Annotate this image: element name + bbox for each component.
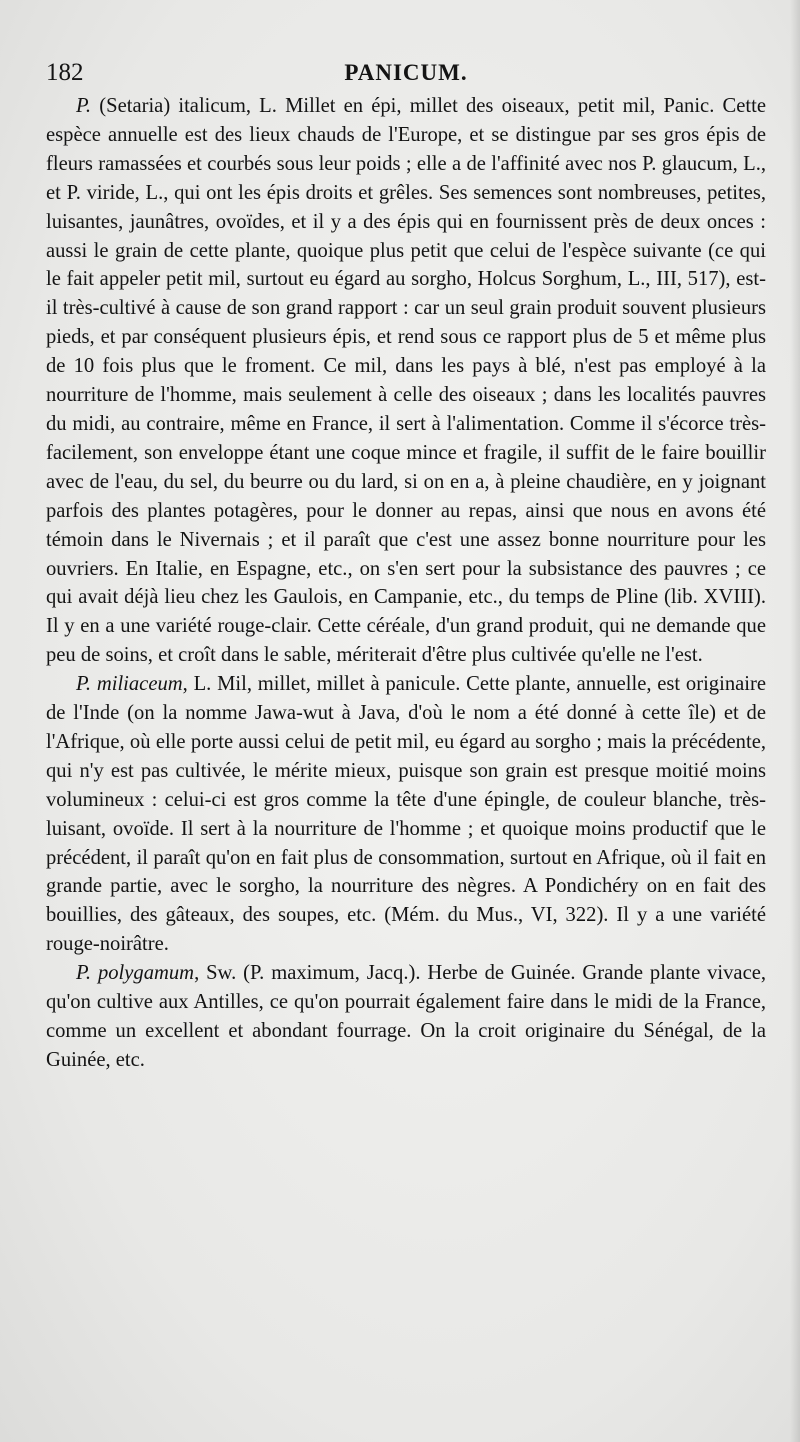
species-name: P. xyxy=(76,95,92,117)
paragraph-panicum-miliaceum xyxy=(46,670,766,959)
paragraph-text: , Sw. (P. maximum, Jacq.). Herbe de Guinée. Grande plante vivace, qu'on cultive aux Antilles, ce qu'on pourrait également faire dans le midi de la France, comme un excellent et abondant fourrage. On la croit originaire du Sénégal, de la Guinée, etc. xyxy=(46,962,766,1071)
page-number: 182 xyxy=(46,59,84,86)
species-name: P. polygamum xyxy=(76,962,195,985)
paragraph-panicum-polygamum xyxy=(46,959,766,1075)
body-text xyxy=(46,92,766,1075)
running-head xyxy=(46,58,766,92)
paragraph-text: (Setaria) italicum, L. Millet en épi, millet des oiseaux, petit mil, Panic. Cette espèce annuelle est des lieux chauds de l'Europe, et se distingue par ses gros épis de fleurs ramassées et courbés sous leur poids ; elle a de l'affinité avec nos P. glaucum, L., et P. viride, L., qui ont les épis droits et grêles. Ses semences sont nombreuses, petites, luisantes, jaunâtres, ovoïdes, et il y a des épis qui en fournissent près de deux onces : aussi le grain de cette plante, quoique plus petit que celui de l'espèce suivante (ce qui le fait appeler petit mil, surtout eu égard au sorgho, Holcus Sorghum, L., III, 517), est-il très-cultivé à cause de son grand rapport : car un seul grain produit souvent plusieurs pieds, et par conséquent plusieurs épis, et rend sous ce rapport plus de 5 et même plus de 10 fois plus que le froment. Ce mil, dans les pays à blé, n'est pas employé à la nourriture de l'homme, mais seulement à celle des oiseaux ; dans les localités pauvres du midi, au contraire, même en France, il sert à l'alimentation. Comme il s'écorce très-facilement, son enveloppe étant une coque mince et fragile, il suffit de le faire bouillir avec de l'eau, du sel, du beurre ou du lard, si on en a, à pleine chaudière, en y joignant parfois des plantes potagères, pour le donner au repas, ainsi que nous en avons été témoin dans le Nivernais ; et il paraît que c'est une assez bonne nourriture pour les ouvriers. En Italie, en Espagne, etc., on s'en sert pour la subsistance des pauvres ; ce qui avait déjà lieu chez les Gaulois, en Campanie, etc., du temps de Pline (lib. XVIII). Il y en a une variété rouge-clair. Cette céréale, d'un grand produit, qui ne demande que peu de soins, et croît dans le sable, mériterait d'être plus cultivée qu'elle ne l'est. xyxy=(46,95,766,667)
paragraph-panicum-italicum xyxy=(46,92,766,670)
running-title: PANICUM. xyxy=(344,60,468,85)
species-name: P. miliaceum xyxy=(76,673,183,696)
page-edge-shadow xyxy=(790,0,800,1442)
paragraph-text: , L. Mil, millet, millet à panicule. Cette plante, annuelle, est originaire de l'Inde (on la nomme Jawa-wut à Java, d'où le nom a été donné à cette île) et de l'Afrique, où elle porte aussi celui de petit mil, eu égard au sorgho ; mais la précédente, qui n'y est pas cultivée, le mérite mieux, puisque son grain est presque moitié moins volumineux : celui-ci est gros comme la tête d'une épingle, de couleur blanche, très-luisant, ovoïde. Il sert à la nourriture de l'homme ; et quoique moins productif que le précédent, il paraît qu'on en fait plus de consommation, surtout en Afrique, où il fait en grande partie, avec le sorgho, la nourriture des nègres. A Pondichéry on en fait des bouillies, des gâteaux, des soupes, etc. (Mém. du Mus., VI, 322). Il y a une variété rouge-noirâtre. xyxy=(46,673,766,956)
